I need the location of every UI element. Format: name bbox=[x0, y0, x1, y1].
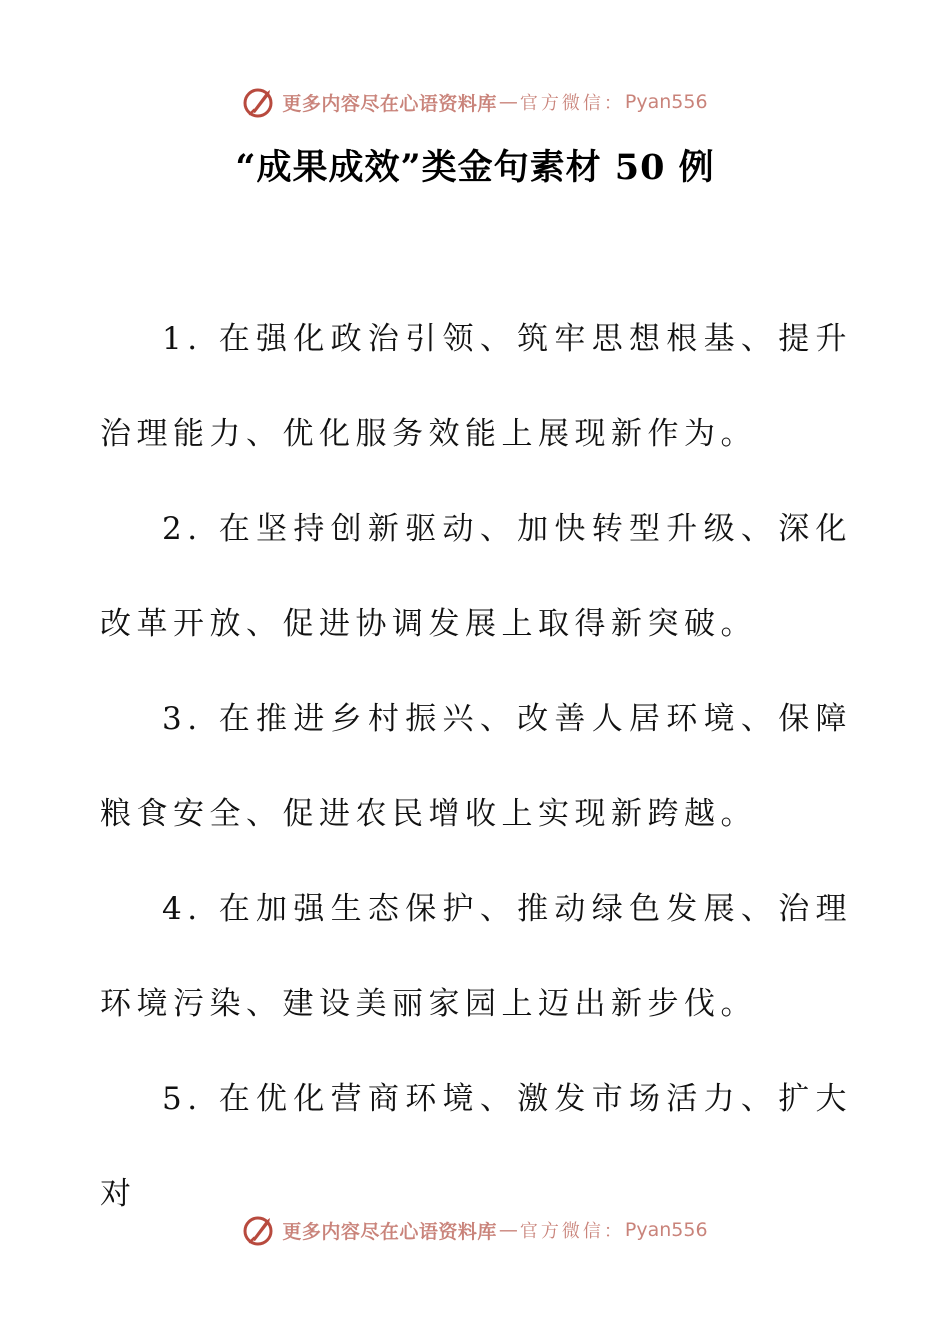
document-body bbox=[100, 292, 852, 1242]
watermark-separator: — bbox=[498, 91, 518, 113]
quill-pen-circle-icon bbox=[242, 84, 278, 120]
list-item: 5. 在优化营商环境、激发市场活力、扩大对 bbox=[100, 1081, 852, 1212]
watermark-wechat-id: Pyan556 bbox=[624, 91, 708, 113]
watermark-wechat-id: Pyan556 bbox=[624, 1219, 708, 1241]
watermark-site-text: 更多内容尽在心语资料库 bbox=[282, 92, 497, 115]
list-item: 4. 在加强生态保护、推动绿色发展、治理环境污染、建设美丽家园上迈出新步伐。 bbox=[100, 891, 852, 1022]
watermark-wechat-label: 官方微信： bbox=[519, 1221, 625, 1242]
watermark-wechat-label: 官方微信： bbox=[519, 93, 625, 114]
quill-pen-circle-icon bbox=[242, 1212, 278, 1248]
list-item: 1. 在强化政治引领、筑牢思想根基、提升治理能力、优化服务效能上展现新作为。 bbox=[100, 321, 852, 452]
header-watermark bbox=[0, 80, 950, 124]
footer-watermark bbox=[0, 1208, 950, 1252]
watermark-site-text: 更多内容尽在心语资料库 bbox=[282, 1220, 497, 1243]
list-item: 3. 在推进乡村振兴、改善人居环境、保障粮食安全、促进农民增收上实现新跨越。 bbox=[100, 701, 852, 832]
document-title: “成果成效”类金句素材 50 例 bbox=[235, 147, 715, 188]
watermark-separator: — bbox=[498, 1219, 518, 1241]
list-item: 2. 在坚持创新驱动、加快转型升级、深化改革开放、促进协调发展上取得新突破。 bbox=[100, 511, 852, 642]
